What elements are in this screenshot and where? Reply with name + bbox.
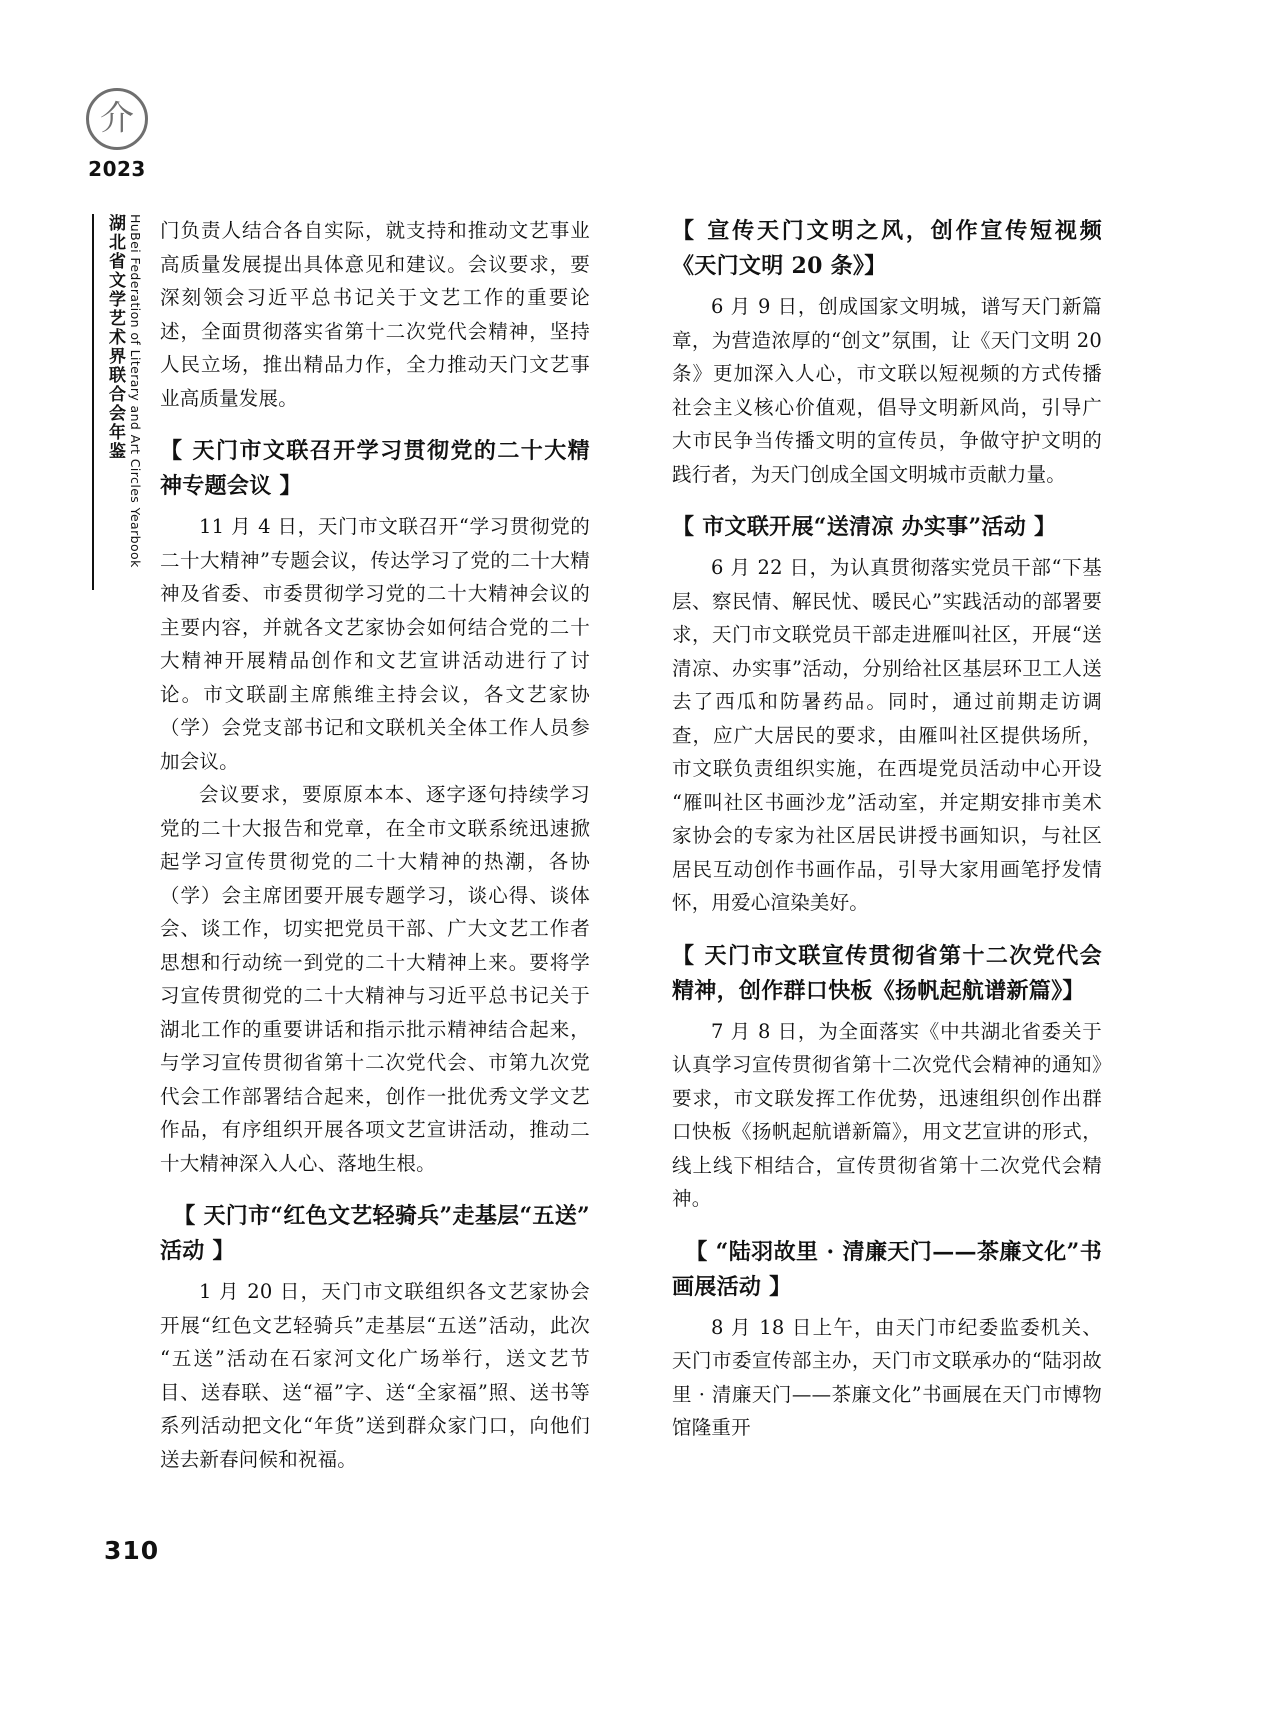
year-badge: 2023	[88, 157, 146, 181]
sidebar-title-cn: 湖北省文学艺术界联合会年鉴	[105, 214, 125, 461]
section-heading: 【 市文联开展“送清凉 办实事”活动 】	[672, 514, 1057, 540]
continued-paragraph: 门负责人结合各自实际，就支持和推动文艺事业高质量发展提出具体意见和建议。会议要求，要深刻领会习近平总书记关于文艺工作的重要论述，全面贯彻落实省第十二次党代会精神，坚持人民立场，推出精品力作，全力推动天门文艺事业高质量发展。	[160, 219, 590, 410]
section-paragraph: 会议要求，要原原本本、逐字逐句持续学习党的二十大报告和党章，在全市文联系统迅速掀起学习宣传贯彻党的二十大精神的热潮，各协（学）会主席团要开展专题学习，谈心得、谈体会、谈工作，切实把党员干部、广大文艺工作者思想和行动统一到党的二十大精神上来。要将学习宣传贯彻党的二十大精神与习近平总书记关于湖北工作的重要讲话和指示批示精神结合起来，与学习宣传贯彻省第十二次党代会、市第九次党代会工作部署结合起来，创作一批优秀文学文艺作品，有序组织开展各项文艺宣讲活动，推动二十大精神深入人心、落地生根。	[160, 783, 590, 1175]
section-heading: 【 “陆羽故里 · 清廉天门——茶廉文化”书画展活动 】	[672, 1238, 1102, 1300]
section-heading: 【 天门市“红色文艺轻骑兵”走基层“五送”活动 】	[160, 1203, 590, 1264]
section-paragraph: 6 月 9 日，创成国家文明城，谱写天门新篇章，为营造浓厚的“创文”氛围，让《天门文明 20 条》更加深入人心，市文联以短视频的方式传播社会主义核心价值观，倡导文明新风尚，引导广大市民争当传播文明的宣传员，争做守护文明的践行者，为天门创成全国文明城市贡献力量。	[672, 295, 1102, 486]
section-paragraph: 7 月 8 日，为全面落实《中共湖北省委关于认真学习宣传贯彻省第十二次党代会精神的通知》要求，市文联发挥工作优势，迅速组织创作出群口快板《扬帆起航谱新篇》，用文艺宣讲的形式，线上线下相结合，宣传贯彻省第十二次党代会精神。	[672, 1019, 1102, 1210]
section-heading: 【 天门市文联宣传贯彻省第十二次党代会精神，创作群口快板《扬帆起航谱新篇》】	[672, 942, 1102, 1004]
sidebar-rule	[92, 214, 94, 590]
emblem-glyph: 介	[100, 98, 134, 139]
left-text-column	[160, 214, 590, 1476]
publication-emblem	[78, 88, 156, 181]
right-text-column	[672, 214, 1102, 1445]
section-paragraph: 8 月 18 日上午，由天门市纪委监委机关、天门市委宣传部主办，天门市文联承办的“陆羽故里 · 清廉天门——茶廉文化”书画展在天门市博物馆隆重开	[672, 1315, 1102, 1439]
emblem-icon	[86, 88, 148, 150]
page-number: 310	[104, 1536, 160, 1565]
section-paragraph: 6 月 22 日，为认真贯彻落实党员干部“下基层、察民情、解民忧、暖民心”实践活动的部署要求，天门市文联党员干部走进雁叫社区，开展“送清凉、办实事”活动，分别给社区基层环卫工人送去了西瓜和防暑药品。同时，通过前期走访调查，应广大居民的要求，由雁叫社区提供场所，市文联负责组织实施，在西堤党员活动中心开设“雁叫社区书画沙龙”活动室，并定期安排市美术家协会的专家为社区居民讲授书画知识，与社区居民互动创作书画作品，引导大家用画笔抒发情怀，用爱心渲染美好。	[672, 556, 1102, 914]
section-heading: 【 宣传天门文明之风，创作宣传短视频《天门文明 20 条》】	[672, 218, 1102, 279]
section-heading: 【 天门市文联召开学习贯彻党的二十大精神专题会议 】	[160, 438, 590, 499]
section-paragraph: 1 月 20 日，天门市文联组织各文艺家协会开展“红色文艺轻骑兵”走基层“五送”活动，此次“五送”活动在石家河文化广场举行，送文艺节目、送春联、送“福”字、送“全家福”照、送书等系列活动把文化“年货”送到群众家门口，向他们送去新春问候和祝福。	[160, 1280, 590, 1471]
sidebar-title-en: HuBei Federation of Literary and Art Circles Yearbook	[128, 214, 143, 568]
section-paragraph: 11 月 4 日，天门市文联召开“学习贯彻党的二十大精神”专题会议，传达学习了党的二十大精神及省委、市委贯彻学习党的二十大精神会议的主要内容，并就各文艺家协会如何结合党的二十大精神开展精品创作和文艺宣讲活动进行了讨论。市文联副主席熊维主持会议，各文艺家协（学）会党支部书记和文联机关全体工作人员参加会议。	[160, 515, 590, 773]
